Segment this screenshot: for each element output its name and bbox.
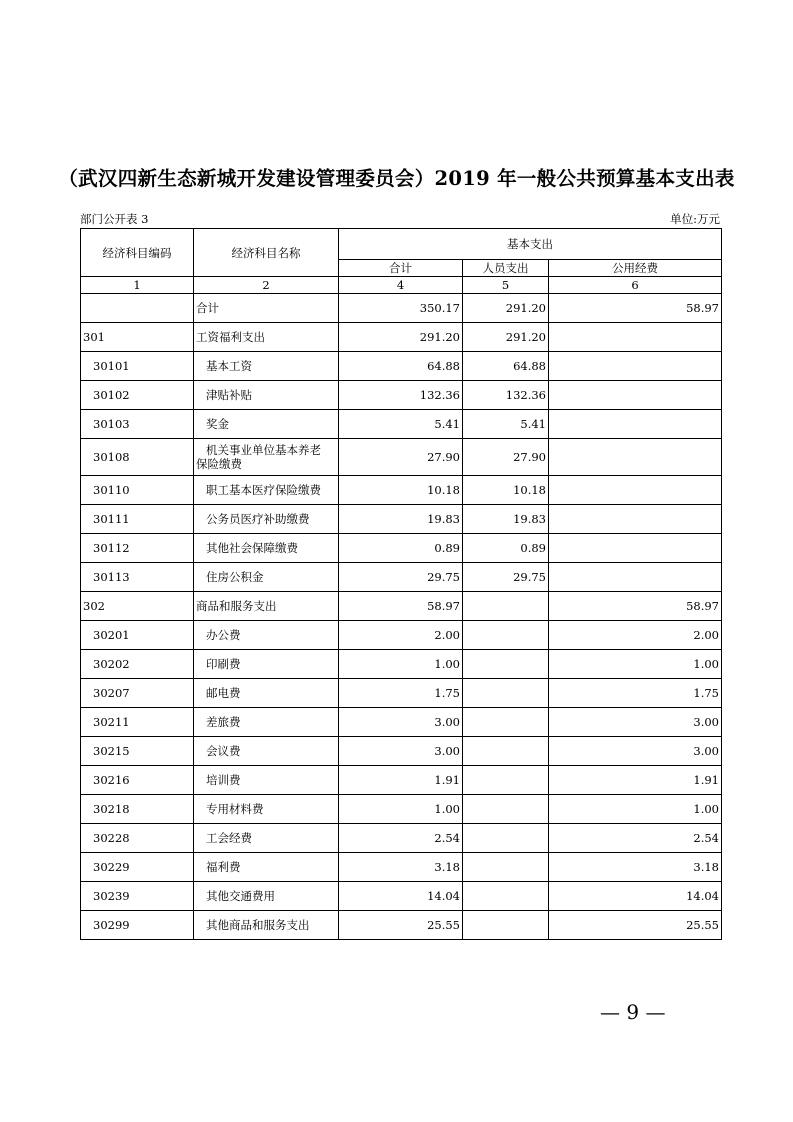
row-name: 会议费 xyxy=(194,737,339,766)
row-total: 1.75 xyxy=(339,679,463,708)
table-row xyxy=(81,410,722,439)
row-personnel xyxy=(463,650,549,679)
row-personnel xyxy=(463,795,549,824)
table-row xyxy=(81,766,722,795)
row-code: 30111 xyxy=(81,505,194,534)
row-total: 3.18 xyxy=(339,853,463,882)
table-row xyxy=(81,679,722,708)
row-total: 1.91 xyxy=(339,766,463,795)
row-name: 办公费 xyxy=(194,621,339,650)
row-code: 30112 xyxy=(81,534,194,563)
row-name: 其他商品和服务支出 xyxy=(194,911,339,940)
row-public xyxy=(549,352,722,381)
row-personnel: 27.90 xyxy=(463,439,549,476)
row-total: 25.55 xyxy=(339,911,463,940)
row-name-line: 机关事业单位基本养老 xyxy=(206,443,321,457)
row-code: 30239 xyxy=(81,882,194,911)
row-code: 30108 xyxy=(81,439,194,476)
row-public: 3.00 xyxy=(549,708,722,737)
table-row xyxy=(81,381,722,410)
row-total: 27.90 xyxy=(339,439,463,476)
row-personnel: 5.41 xyxy=(463,410,549,439)
row-code: 30216 xyxy=(81,766,194,795)
table-row xyxy=(81,824,722,853)
row-public: 1.00 xyxy=(549,795,722,824)
row-public: 25.55 xyxy=(549,911,722,940)
row-personnel: 291.20 xyxy=(463,294,549,323)
row-code: 30110 xyxy=(81,476,194,505)
row-name: 商品和服务支出 xyxy=(194,592,339,621)
row-personnel xyxy=(463,853,549,882)
row-name: 职工基本医疗保险缴费 xyxy=(194,476,339,505)
table-row xyxy=(81,294,722,323)
header-code: 经济科目编码 xyxy=(81,229,194,277)
row-code: 30103 xyxy=(81,410,194,439)
table-row xyxy=(81,882,722,911)
row-public: 1.00 xyxy=(549,650,722,679)
row-public: 3.18 xyxy=(549,853,722,882)
row-personnel: 29.75 xyxy=(463,563,549,592)
row-total: 291.20 xyxy=(339,323,463,352)
row-code: 30102 xyxy=(81,381,194,410)
row-personnel: 10.18 xyxy=(463,476,549,505)
row-total: 3.00 xyxy=(339,737,463,766)
row-name: 差旅费 xyxy=(194,708,339,737)
column-index: 5 xyxy=(463,277,549,294)
table-row xyxy=(81,737,722,766)
row-total: 29.75 xyxy=(339,563,463,592)
header-basic-expenditure: 基本支出 xyxy=(339,229,722,260)
row-name: 专用材料费 xyxy=(194,795,339,824)
row-code: 302 xyxy=(81,592,194,621)
column-index: 2 xyxy=(194,277,339,294)
table-row xyxy=(81,476,722,505)
page-number: — 9 — xyxy=(600,1000,666,1024)
row-public: 58.97 xyxy=(549,592,722,621)
header-name: 经济科目名称 xyxy=(194,229,339,277)
row-name: 公务员医疗补助缴费 xyxy=(194,505,339,534)
table-row xyxy=(81,439,722,476)
header-public: 公用经费 xyxy=(549,260,722,277)
row-personnel: 132.36 xyxy=(463,381,549,410)
column-index: 1 xyxy=(81,277,194,294)
row-code: 30211 xyxy=(81,708,194,737)
row-code: 30299 xyxy=(81,911,194,940)
row-name: 福利费 xyxy=(194,853,339,882)
row-name: 其他交通费用 xyxy=(194,882,339,911)
row-total: 0.89 xyxy=(339,534,463,563)
row-code: 30229 xyxy=(81,853,194,882)
row-name: 基本工资 xyxy=(194,352,339,381)
row-public xyxy=(549,505,722,534)
table-row xyxy=(81,592,722,621)
row-public xyxy=(549,410,722,439)
row-name: 培训费 xyxy=(194,766,339,795)
header-total: 合计 xyxy=(339,260,463,277)
row-total: 58.97 xyxy=(339,592,463,621)
row-name: 住房公积金 xyxy=(194,563,339,592)
row-name: 其他社会保障缴费 xyxy=(194,534,339,563)
row-name xyxy=(194,439,339,476)
row-personnel xyxy=(463,679,549,708)
row-personnel: 0.89 xyxy=(463,534,549,563)
table-row xyxy=(81,650,722,679)
row-personnel xyxy=(463,621,549,650)
row-personnel xyxy=(463,737,549,766)
table-row xyxy=(81,853,722,882)
row-code: 30113 xyxy=(81,563,194,592)
table-row xyxy=(81,505,722,534)
row-code: 30218 xyxy=(81,795,194,824)
row-name: 工会经费 xyxy=(194,824,339,853)
table-row xyxy=(81,621,722,650)
table-row xyxy=(81,563,722,592)
row-code: 30207 xyxy=(81,679,194,708)
row-total: 132.36 xyxy=(339,381,463,410)
row-total: 350.17 xyxy=(339,294,463,323)
row-public xyxy=(549,381,722,410)
row-name: 邮电费 xyxy=(194,679,339,708)
table-row xyxy=(81,708,722,737)
row-name: 津贴补贴 xyxy=(194,381,339,410)
table-row xyxy=(81,323,722,352)
row-name: 印刷费 xyxy=(194,650,339,679)
row-total: 3.00 xyxy=(339,708,463,737)
row-public: 1.75 xyxy=(549,679,722,708)
row-code: 30228 xyxy=(81,824,194,853)
row-personnel: 19.83 xyxy=(463,505,549,534)
table-row xyxy=(81,352,722,381)
row-public: 2.00 xyxy=(549,621,722,650)
row-name: 奖金 xyxy=(194,410,339,439)
budget-table xyxy=(80,228,722,940)
row-total: 10.18 xyxy=(339,476,463,505)
row-code: 30202 xyxy=(81,650,194,679)
row-public: 1.91 xyxy=(549,766,722,795)
row-public: 3.00 xyxy=(549,737,722,766)
column-index: 4 xyxy=(339,277,463,294)
row-public: 14.04 xyxy=(549,882,722,911)
table-row xyxy=(81,795,722,824)
row-code: 301 xyxy=(81,323,194,352)
row-total: 19.83 xyxy=(339,505,463,534)
row-total: 1.00 xyxy=(339,650,463,679)
row-public xyxy=(549,323,722,352)
page-title: （武汉四新生态新城开发建设管理委员会）2019 年一般公共预算基本支出表 xyxy=(58,167,735,190)
row-personnel xyxy=(463,766,549,795)
unit-label: 单位:万元 xyxy=(670,212,720,226)
row-code xyxy=(81,294,194,323)
row-public xyxy=(549,563,722,592)
row-code: 30201 xyxy=(81,621,194,650)
row-public xyxy=(549,476,722,505)
row-total: 2.00 xyxy=(339,621,463,650)
row-personnel xyxy=(463,592,549,621)
row-code: 30215 xyxy=(81,737,194,766)
row-public xyxy=(549,534,722,563)
row-total: 5.41 xyxy=(339,410,463,439)
row-name: 工资福利支出 xyxy=(194,323,339,352)
row-total: 1.00 xyxy=(339,795,463,824)
row-total: 2.54 xyxy=(339,824,463,853)
row-personnel xyxy=(463,708,549,737)
row-name-line: 保险缴费 xyxy=(196,457,242,471)
row-public xyxy=(549,439,722,476)
column-index: 6 xyxy=(549,277,722,294)
form-label: 部门公开表 3 xyxy=(80,212,149,226)
row-total: 64.88 xyxy=(339,352,463,381)
row-total: 14.04 xyxy=(339,882,463,911)
header-personnel: 人员支出 xyxy=(463,260,549,277)
row-personnel xyxy=(463,882,549,911)
row-name: 合计 xyxy=(194,294,339,323)
row-code: 30101 xyxy=(81,352,194,381)
row-personnel: 291.20 xyxy=(463,323,549,352)
row-public: 2.54 xyxy=(549,824,722,853)
table-row xyxy=(81,534,722,563)
row-personnel xyxy=(463,911,549,940)
row-personnel: 64.88 xyxy=(463,352,549,381)
row-public: 58.97 xyxy=(549,294,722,323)
row-personnel xyxy=(463,824,549,853)
table-row xyxy=(81,911,722,940)
